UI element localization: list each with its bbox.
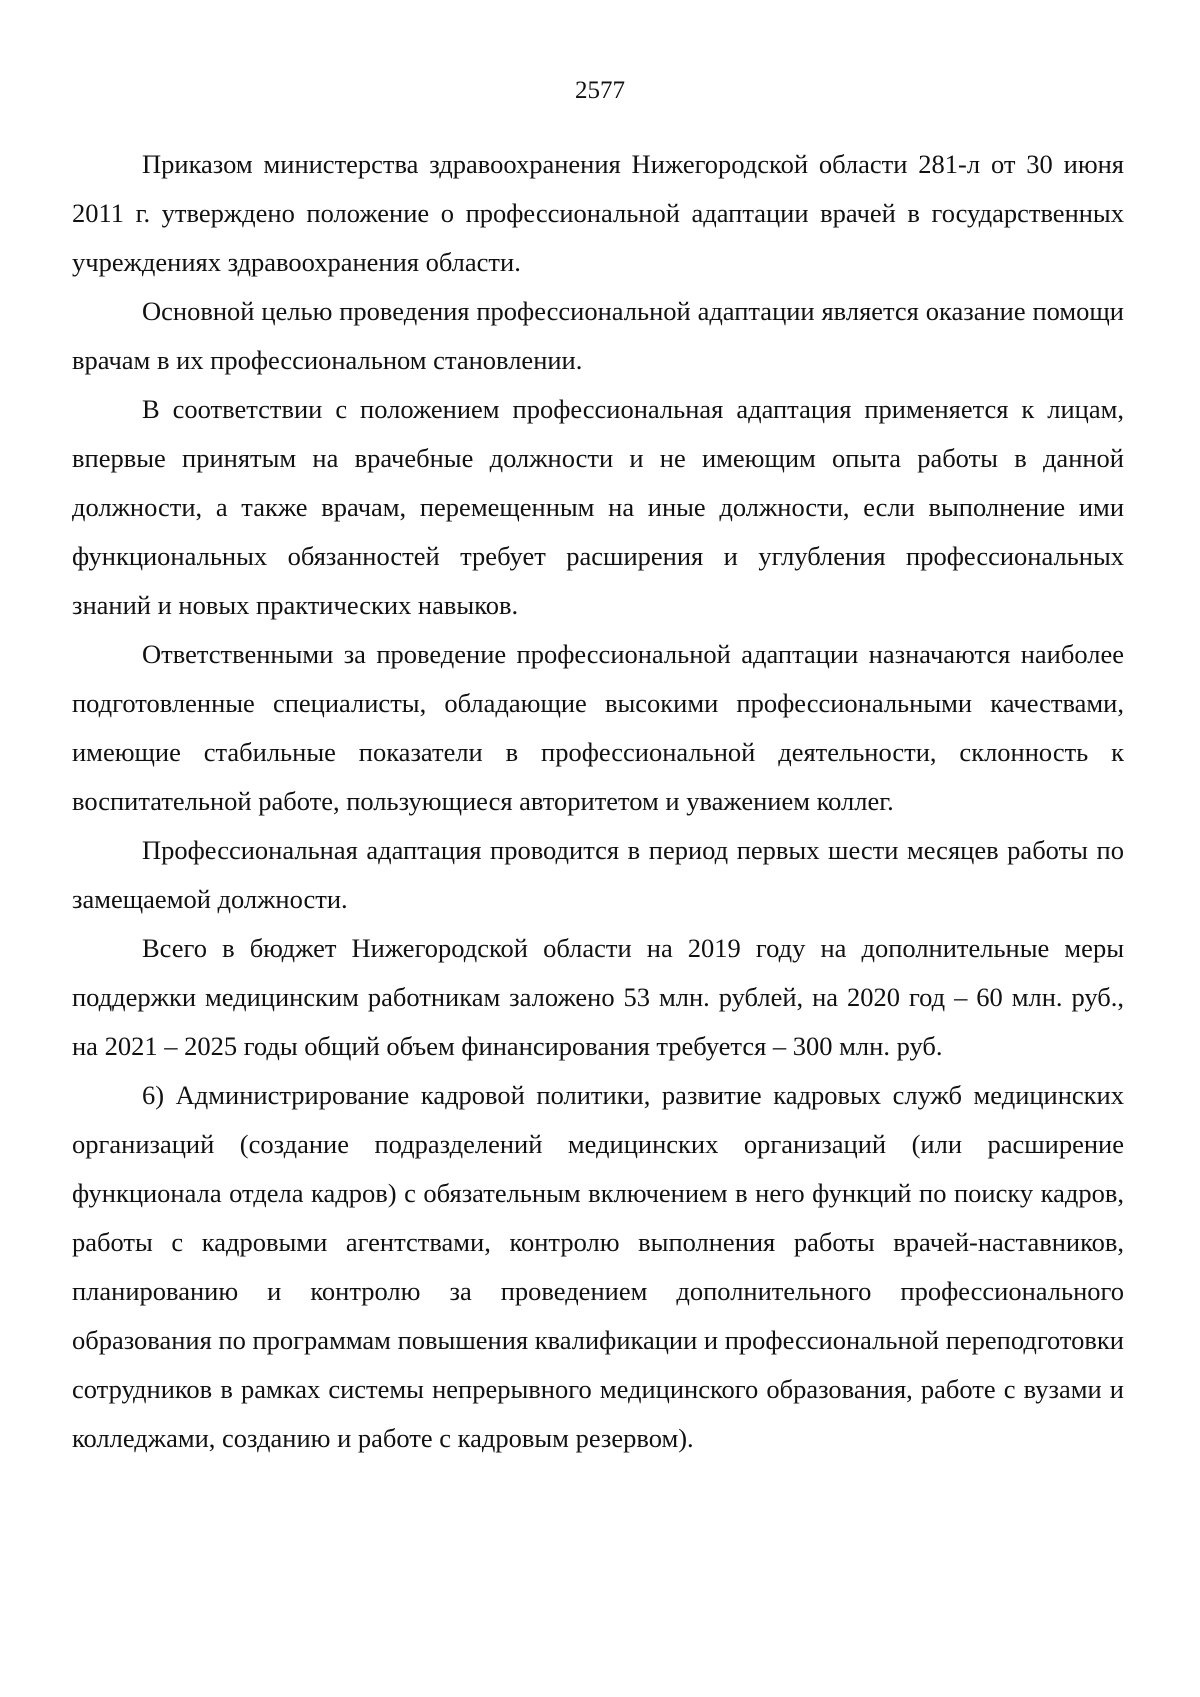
document-body xyxy=(72,140,1124,1463)
paragraph-adaptation-period: Профессиональная адаптация проводится в период первых шести месяцев работы по замещаемой должности. xyxy=(72,835,1124,914)
paragraph-hr-administration: 6) Администрирование кадровой политики, развитие кадровых служб медицинских организаций (создание подразделений медицинских организаций (или расширение функционала отдела кадров) с обязательным включением в него функций по поиску кадров, работы с кадровыми агентствами, контролю выполнения работы врачей-наставников, планированию и контролю за проведением дополнительного профессионального образования по программам повышения квалификации и профессиональной переподготовки сотрудников в рамках системы непрерывного медицинского образования, работе с вузами и колледжами, созданию и работе с кадровым резервом). xyxy=(72,1080,1124,1453)
page-number: 2577 xyxy=(575,77,625,104)
paragraph-order-281: Приказом министерства здравоохранения Нижегородской области 281-л от 30 июня 2011 г. утверждено положение о профессиональной адаптации врачей в государственных учреждениях здравоохранения области. xyxy=(72,149,1124,277)
paragraph-budget: Всего в бюджет Нижегородской области на 2019 году на дополнительные меры поддержки медицинским работникам заложено 53 млн. рублей, на 2020 год – 60 млн. руб., на 2021 – 2025 годы общий объем финансирования требуется – 300 млн. руб. xyxy=(72,933,1124,1061)
paragraph-adaptation-goal: Основной целью проведения профессиональной адаптации является оказание помощи врачам в их профессиональном становлении. xyxy=(72,296,1124,375)
paragraph-adaptation-scope: В соответствии с положением профессиональная адаптация применяется к лицам, впервые принятым на врачебные должности и не имеющим опыта работы в данной должности, а также врачам, перемещенным на иные должности, если выполнение ими функциональных обязанностей требует расширения и углубления профессиональных знаний и новых практических навыков. xyxy=(72,394,1124,620)
paragraph-responsible-persons: Ответственными за проведение профессиональной адаптации назначаются наиболее подготовленные специалисты, обладающие высокими профессиональными качествами, имеющие стабильные показатели в профессиональной деятельности, склонность к воспитательной работе, пользующиеся авторитетом и уважением коллег. xyxy=(72,639,1124,816)
